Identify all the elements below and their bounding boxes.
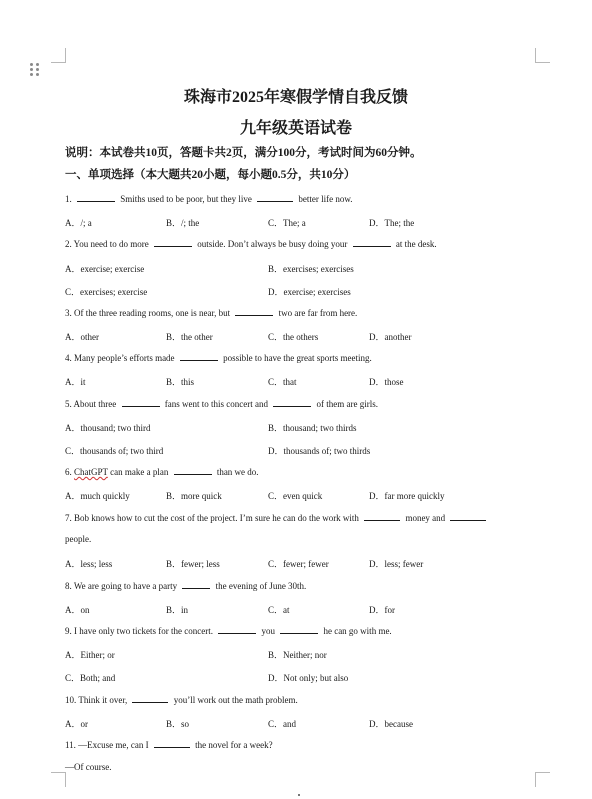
option-a: A．thousand; two third — [65, 423, 151, 433]
option-a: A．other — [65, 332, 99, 342]
answer-blank — [182, 580, 210, 589]
answer-blank — [132, 694, 168, 703]
spellcheck-word[interactable]: ChatGPT — [74, 467, 108, 477]
drag-handle-icon[interactable] — [30, 63, 40, 77]
option-a: A．or — [65, 719, 88, 729]
option-d: D．Not only; but also — [268, 673, 349, 683]
answer-blank — [154, 739, 190, 748]
question-4: 4. Many people’s efforts made possible to have the great sports meeting. — [65, 353, 372, 363]
option-c: C．thousands of; two third — [65, 446, 164, 456]
option-a: A．it — [65, 377, 86, 387]
answer-blank — [273, 398, 311, 407]
answer-blank — [154, 238, 192, 247]
option-c: C．at — [268, 605, 290, 615]
option-c: C．even quick — [268, 491, 323, 501]
option-b: B．/; the — [166, 218, 200, 228]
option-c: C．The; a — [268, 218, 306, 228]
answer-blank — [122, 398, 160, 407]
question-6: 6. ChatGPT can make a plan than we do. — [65, 467, 259, 477]
option-c: C．exercises; exercise — [65, 287, 148, 297]
option-b: B．the other — [166, 332, 213, 342]
option-d: D．those — [369, 377, 404, 387]
option-d: D．because — [369, 719, 413, 729]
option-c: C．that — [268, 377, 297, 387]
option-a: A．much quickly — [65, 491, 130, 501]
option-a: A．exercise; exercise — [65, 264, 145, 274]
option-a: A．less; less — [65, 559, 113, 569]
section-heading: 一、单项选择（本大题共20小题，每小题0.5分，共10分） — [65, 169, 356, 181]
question-7-continued: people. — [65, 534, 92, 544]
document-title: 珠海市2025年寒假学情自我反馈 — [183, 89, 408, 106]
option-d: D．thousands of; two thirds — [268, 446, 371, 456]
option-b: B．exercises; exercises — [268, 264, 354, 274]
answer-blank — [218, 625, 256, 634]
question-3: 3. Of the three reading rooms, one is near, but two are far from here. — [65, 308, 358, 318]
option-b: B．Neither; nor — [268, 650, 327, 660]
question-11-reply: —Of course. — [65, 762, 112, 772]
option-c: C．Both; and — [65, 673, 116, 683]
option-a: A．Either; or — [65, 650, 115, 660]
question-10: 10. Think it over, you’ll work out the math problem. — [65, 695, 298, 705]
answer-blank — [174, 466, 212, 475]
instructions-note: 说明：本试卷共10页，答题卡共2页，满分100分，考试时间为60分钟。 — [65, 147, 422, 159]
question-11: 11. —Excuse me, can I the novel for a week? — [65, 740, 273, 750]
answer-blank — [180, 352, 218, 361]
question-7: 7. Bob knows how to cut the cost of the project. I’m sure he can do the work with money and — [65, 512, 489, 523]
option-d: D．The; the — [369, 218, 415, 228]
option-b: B．so — [166, 719, 190, 729]
option-b: B．fewer; less — [166, 559, 220, 569]
question-2: 2. You need to do more outside. Don’t always be busy doing your at the desk. — [65, 239, 437, 249]
option-d: D．another — [369, 332, 412, 342]
answer-blank — [235, 307, 273, 316]
option-d: D．for — [369, 605, 395, 615]
answer-blank — [450, 512, 486, 521]
answer-blank — [77, 193, 115, 202]
crop-mark-bottom-right — [535, 772, 550, 787]
option-d: D．less; fewer — [369, 559, 424, 569]
answer-blank — [257, 193, 293, 202]
question-8: 8. We are going to have a party the evening of June 30th. — [65, 581, 307, 591]
answer-blank — [364, 512, 400, 521]
document-subtitle: 九年级英语试卷 — [239, 120, 352, 137]
option-a: A．on — [65, 605, 90, 615]
option-b: B．in — [166, 605, 189, 615]
option-c: C．and — [268, 719, 296, 729]
option-b: B．this — [166, 377, 195, 387]
option-b: B．thousand; two thirds — [268, 423, 357, 433]
option-b: B．more quick — [166, 491, 222, 501]
option-d: D．exercise; exercises — [268, 287, 351, 297]
question-9: 9. I have only two tickets for the concert. you he can go with me. — [65, 626, 392, 636]
option-a: A．/; a — [65, 218, 92, 228]
crop-mark-top-left — [51, 48, 66, 63]
crop-mark-top-right — [535, 48, 550, 63]
page-marker — [298, 794, 300, 796]
question-5: 5. About three fans went to this concert and of them are girls. — [65, 399, 378, 409]
answer-blank — [280, 625, 318, 634]
option-c: C．the others — [268, 332, 319, 342]
crop-mark-bottom-left — [51, 772, 66, 787]
option-d: D．far more quickly — [369, 491, 445, 501]
option-c: C．fewer; fewer — [268, 559, 329, 569]
answer-blank — [353, 238, 391, 247]
question-1: 1. Smiths used to be poor, but they live better life now. — [65, 194, 353, 204]
